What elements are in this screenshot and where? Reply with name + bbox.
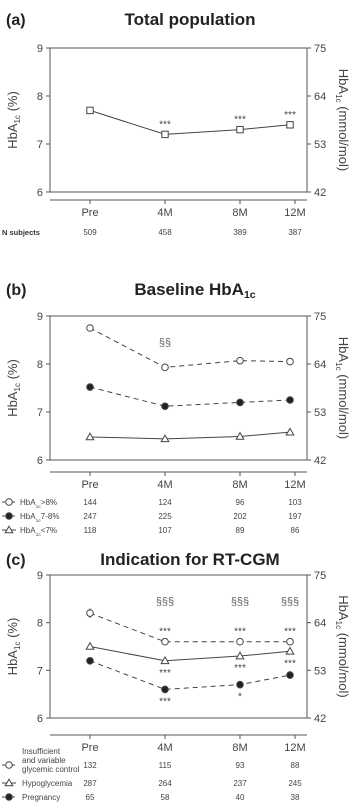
x-tick-label: 4M xyxy=(157,207,173,219)
legend-marker xyxy=(6,499,13,506)
table-row xyxy=(2,526,300,538)
y2-tick-label: 64 xyxy=(314,617,327,630)
series-line xyxy=(90,647,290,661)
series-1 xyxy=(87,107,296,137)
significance-label: * xyxy=(238,691,242,703)
series-2 xyxy=(87,384,294,410)
y-tick-label: 6 xyxy=(36,713,43,725)
data-point xyxy=(162,403,169,410)
y-axis-title-sub: 1c xyxy=(13,641,22,651)
section-mark: §§§ xyxy=(155,596,175,608)
y-tick-label: 9 xyxy=(36,570,43,582)
y-axis-title-tail: (%) xyxy=(5,617,20,642)
y-tick-label: 6 xyxy=(36,455,43,467)
data-point xyxy=(86,433,94,440)
table-count: 509 xyxy=(83,228,97,237)
significance-label: *** xyxy=(159,626,171,638)
table-row-label: Insufficient xyxy=(22,747,61,756)
x-tick-label: 8M xyxy=(232,742,248,754)
y-axis-title-base: HbA xyxy=(5,123,20,149)
table-row-label-tail: <7% xyxy=(40,526,58,535)
table-row-label-tail: >8% xyxy=(40,498,58,507)
table-row-label: glycemic control xyxy=(22,765,80,774)
y2-axis-title xyxy=(334,595,351,697)
table-row-label: and variable xyxy=(22,756,66,765)
table-row-label-sub: 1c xyxy=(35,533,41,538)
significance-label: *** xyxy=(284,626,296,638)
data-point xyxy=(87,384,94,391)
table-count: 287 xyxy=(83,779,97,788)
data-point xyxy=(87,610,94,617)
table-row-label-base: HbA xyxy=(20,526,36,535)
table-row-label-sub: 1c xyxy=(35,519,41,524)
data-point xyxy=(87,107,93,113)
y2-tick-label: 42 xyxy=(314,713,327,725)
y2-tick-label: 53 xyxy=(314,139,327,151)
y2-axis-title xyxy=(334,69,351,171)
y2-axis-title-sub: 1c xyxy=(334,362,343,371)
y-tick-label: 8 xyxy=(36,359,43,371)
significance-label: *** xyxy=(159,119,171,131)
table-count: 144 xyxy=(83,498,97,507)
legend-marker xyxy=(6,794,13,801)
y-tick-label: 8 xyxy=(36,91,43,103)
data-point xyxy=(287,672,294,679)
y2-axis-title-tail: (mmol/mol) xyxy=(336,102,351,172)
chart-title xyxy=(134,280,255,301)
table-row-label-sub: 1c xyxy=(35,505,41,510)
table-count: 197 xyxy=(288,512,302,521)
table-count: 202 xyxy=(233,512,247,521)
table-row-label xyxy=(20,498,57,510)
table-row-label xyxy=(20,512,59,524)
y-axis-title-tail: (%) xyxy=(5,91,20,116)
y2-axis-title-tail: (mmol/mol) xyxy=(336,370,351,440)
y-axis-title-tail: (%) xyxy=(5,359,20,384)
series-3 xyxy=(86,428,294,441)
table-row-label xyxy=(20,526,57,538)
table-row-label-tail: 7-8% xyxy=(40,512,60,521)
y2-axis-title-sub: 1c xyxy=(334,620,343,630)
table-count: 225 xyxy=(158,512,172,521)
x-tick-label: 8M xyxy=(232,479,248,491)
data-point xyxy=(86,643,94,650)
significance-label: *** xyxy=(159,696,171,708)
x-tick-label: Pre xyxy=(81,207,99,219)
data-point xyxy=(286,647,294,654)
section-mark: §§§ xyxy=(230,596,250,608)
series-line xyxy=(90,661,290,690)
table-row-label: Hypoglycemia xyxy=(22,779,73,788)
data-point xyxy=(162,638,169,645)
y-tick-label: 8 xyxy=(36,617,43,630)
y2-tick-label: 53 xyxy=(314,665,327,678)
data-point xyxy=(237,357,244,364)
y2-tick-label: 42 xyxy=(314,187,327,199)
section-mark: §§§ xyxy=(280,596,300,608)
table-count: 58 xyxy=(160,793,170,802)
table-count: 88 xyxy=(290,761,300,770)
x-tick-label: 4M xyxy=(157,479,173,491)
data-point xyxy=(162,686,169,693)
table-count: 89 xyxy=(235,526,245,535)
y-axis-title-base: HbA xyxy=(5,391,20,417)
panel-label: (c) xyxy=(6,552,26,569)
chart-title: Indication for RT-CGM xyxy=(100,550,280,569)
data-point xyxy=(286,428,294,435)
panel-label: (b) xyxy=(6,282,27,299)
table-count: 38 xyxy=(290,793,300,802)
y2-axis-title-base: HbA xyxy=(336,68,351,95)
series-1 xyxy=(87,608,296,645)
table-count: 40 xyxy=(235,793,245,802)
y-axis-title xyxy=(5,618,22,676)
table-row-label: Pregnancy xyxy=(22,793,61,802)
data-point xyxy=(287,397,294,404)
chart-panel-3 xyxy=(2,550,351,802)
y-tick-label: 6 xyxy=(36,187,43,199)
legend-marker xyxy=(6,513,13,520)
table-count: 124 xyxy=(158,498,172,507)
data-point xyxy=(162,364,169,371)
y2-tick-label: 42 xyxy=(314,455,327,467)
table-row xyxy=(2,779,302,788)
table-count: 237 xyxy=(233,779,247,788)
table-count: 86 xyxy=(290,526,300,535)
x-tick-label: 12M xyxy=(284,479,306,491)
x-tick-label: 4M xyxy=(157,742,173,754)
data-point xyxy=(237,126,243,132)
data-point xyxy=(287,122,293,128)
y-tick-label: 7 xyxy=(36,665,43,678)
y2-axis-title-sub: 1c xyxy=(334,94,343,103)
y-axis-title xyxy=(5,359,22,417)
significance-label: *** xyxy=(234,114,246,126)
y-axis-title-base: HbA xyxy=(5,650,20,676)
y2-axis-title-base: HbA xyxy=(336,336,351,363)
significance-label: *** xyxy=(284,109,296,121)
chart-panel-1 xyxy=(2,10,351,237)
table-count: 107 xyxy=(158,526,172,535)
x-tick-label: 12M xyxy=(284,742,306,754)
table-count: 65 xyxy=(85,793,95,802)
series-line xyxy=(90,432,290,439)
table-count: 458 xyxy=(158,228,172,237)
table-row-label-base: HbA xyxy=(20,498,36,507)
table-count: 247 xyxy=(83,512,97,521)
table-count: 93 xyxy=(235,761,245,770)
series-line xyxy=(90,328,290,367)
plot-frame xyxy=(50,48,307,192)
table-count: 389 xyxy=(233,228,247,237)
panel-label: (a) xyxy=(6,12,26,29)
chart-title: Total population xyxy=(124,10,256,29)
table-count: 264 xyxy=(158,779,172,788)
y2-axis-title-base: HbA xyxy=(336,595,351,621)
y-axis-title-sub: 1c xyxy=(13,115,22,124)
data-point xyxy=(162,131,168,137)
legend-marker xyxy=(6,762,13,769)
y2-tick-label: 75 xyxy=(314,570,327,582)
series-2 xyxy=(86,643,296,679)
y2-tick-label: 64 xyxy=(314,91,327,103)
x-tick-label: Pre xyxy=(81,479,99,491)
data-point xyxy=(237,681,244,688)
table-row xyxy=(2,498,302,510)
chart-title-base: Baseline HbA xyxy=(134,280,244,299)
y2-axis-title xyxy=(334,337,351,439)
section-mark: §§ xyxy=(158,337,172,349)
y-axis-title xyxy=(5,91,22,149)
table-row xyxy=(2,747,300,774)
table-row-label-base: HbA xyxy=(20,512,36,521)
y-tick-label: 7 xyxy=(36,407,43,419)
table-row xyxy=(2,512,302,524)
data-point xyxy=(287,358,294,365)
chart-panel-2 xyxy=(2,280,351,538)
y2-tick-label: 53 xyxy=(314,407,327,419)
y-tick-label: 9 xyxy=(36,43,43,55)
x-tick-label: Pre xyxy=(81,742,99,754)
data-point xyxy=(237,638,244,645)
table-count: 132 xyxy=(83,761,97,770)
y2-axis-title-tail: (mmol/mol) xyxy=(336,629,351,698)
chart-title-sub: 1c xyxy=(243,289,256,301)
table-count: 103 xyxy=(288,498,302,507)
series-1 xyxy=(87,325,294,371)
y2-tick-label: 75 xyxy=(314,43,327,55)
data-point xyxy=(287,638,294,645)
significance-label: *** xyxy=(284,658,296,670)
series-line xyxy=(90,613,290,642)
table-count: 387 xyxy=(288,228,302,237)
series-3 xyxy=(87,657,294,707)
data-point xyxy=(237,399,244,406)
series-line xyxy=(90,387,290,406)
significance-label: *** xyxy=(234,626,246,638)
x-tick-label: 8M xyxy=(232,207,248,219)
table-count: 96 xyxy=(235,498,245,507)
x-tick-label: 12M xyxy=(284,207,306,219)
significance-label: *** xyxy=(234,663,246,675)
table-row-label: N subjects xyxy=(2,228,40,237)
data-point xyxy=(87,658,94,665)
table-row xyxy=(2,228,302,237)
y2-tick-label: 75 xyxy=(314,311,327,323)
table-row xyxy=(2,793,300,802)
y-axis-title-sub: 1c xyxy=(13,383,22,392)
series-line xyxy=(90,110,290,134)
y2-tick-label: 64 xyxy=(314,359,327,371)
y-tick-label: 9 xyxy=(36,311,43,323)
table-count: 115 xyxy=(158,761,172,770)
table-count: 118 xyxy=(83,526,97,535)
data-point xyxy=(87,325,94,332)
y-tick-label: 7 xyxy=(36,139,43,151)
significance-label: *** xyxy=(159,667,171,679)
table-count: 245 xyxy=(288,779,302,788)
